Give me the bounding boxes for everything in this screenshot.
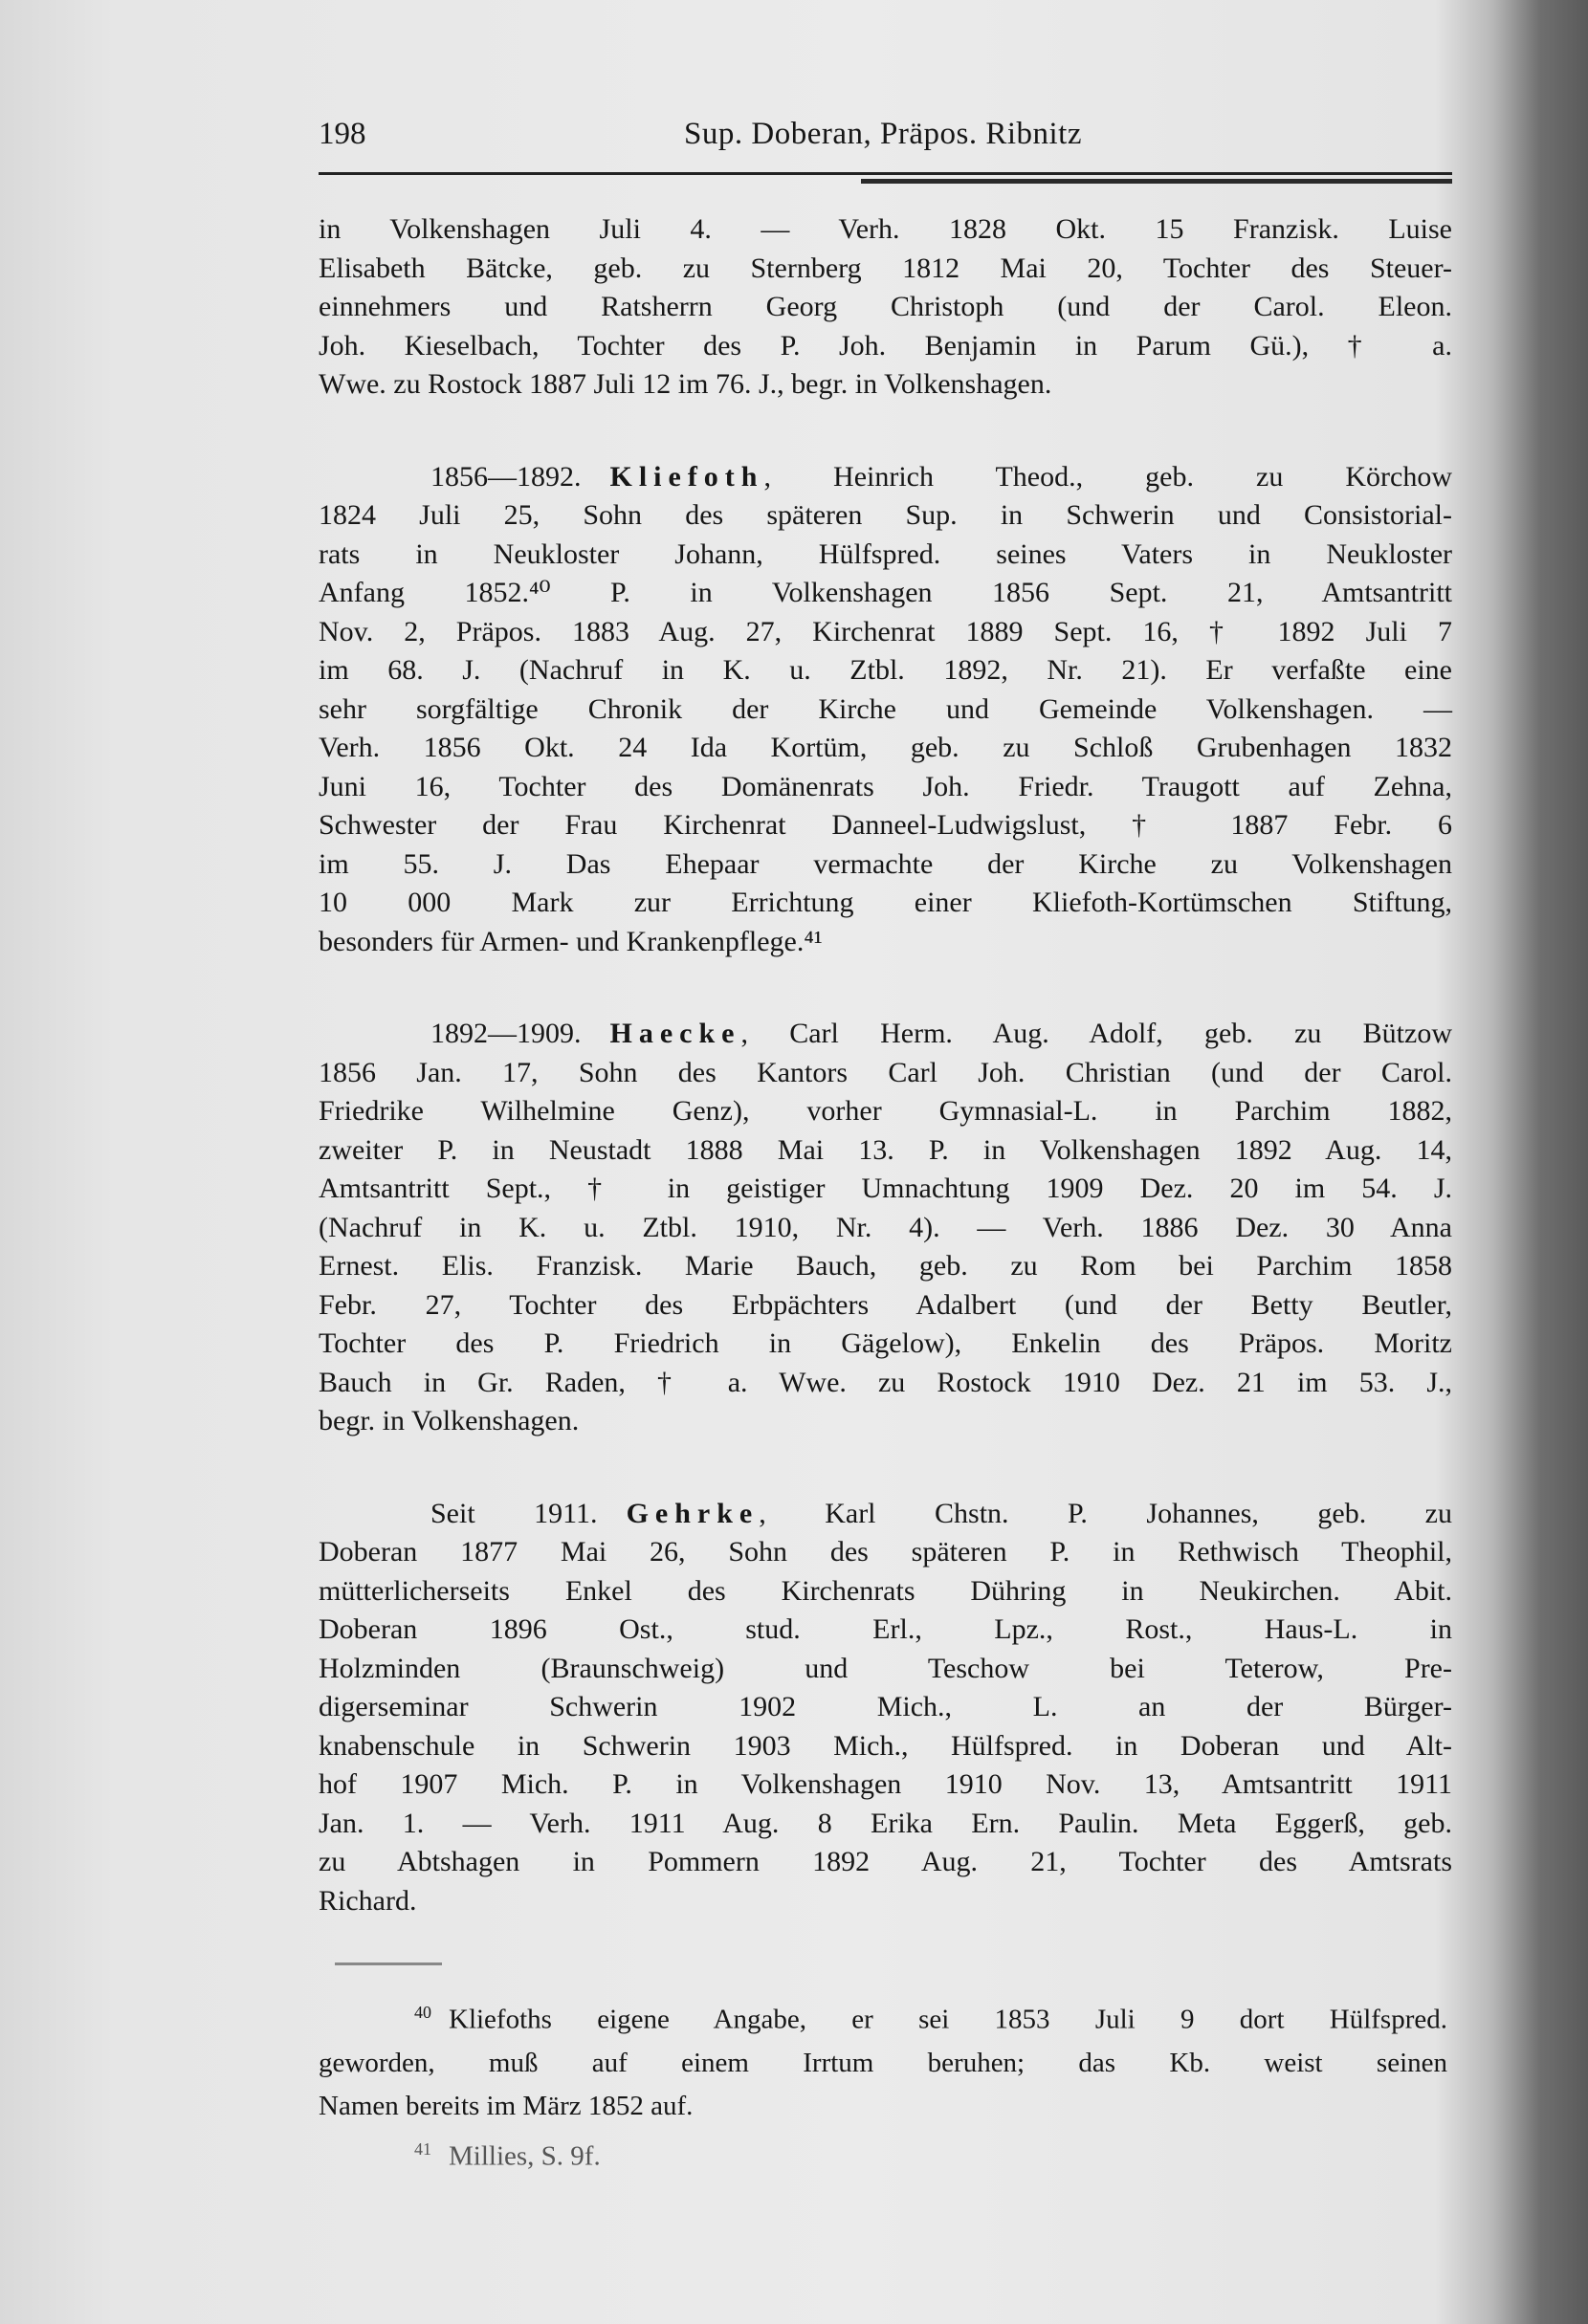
- text-line: besonders für Armen- und Krankenpflege.⁴¹: [319, 925, 823, 957]
- text-line: mütterlicherseits Enkel des Kirchenrats Dühring in Neukirchen. Abit.: [319, 1574, 1452, 1607]
- text-line: einnehmers und Ratsherrn Georg Christoph (und der Carol. Eleon.: [319, 291, 1452, 322]
- pastor-name: Gehrke: [626, 1497, 760, 1529]
- footnote-text: Kliefoths eigene Angabe, er sei 1853 Juli 9 dort Hülfspred.: [449, 2004, 1447, 2035]
- footnote-number: 40: [414, 2003, 431, 2022]
- text-line: knabenschule in Schwerin 1903 Mich., Hülfspred. in Doberan und Alt-: [319, 1729, 1452, 1762]
- entry-text: , Karl Chstn. P. Johannes, geb. zu: [759, 1497, 1453, 1529]
- text-line: Schwester der Frau Kirchenrat Danneel-Ludwigslust, † 1887 Febr. 6: [319, 809, 1452, 841]
- text-line: Wwe. zu Rostock 1887 Juli 12 im 76. J., begr. in Volkenshagen.: [319, 368, 1052, 400]
- entry-text: , Heinrich Theod., geb. zu Körchow: [763, 460, 1452, 493]
- text-line: 10 000 Mark zur Errichtung einer Kliefoth-Kortümschen Stiftung,: [319, 887, 1452, 918]
- footnote-line: [319, 1991, 1447, 2042]
- text-line: [319, 1015, 1452, 1054]
- text-line: Elisabeth Bätcke, geb. zu Sternberg 1812 Mai 20, Tochter des Steuer-: [319, 252, 1452, 284]
- text-line: 1856 Jan. 17, Sohn des Kantors Carl Joh. Christian (und der Carol.: [319, 1056, 1452, 1088]
- text-line: [319, 458, 1452, 497]
- running-title: Sup. Doberan, Präpos. Ribnitz: [684, 117, 1082, 151]
- pastor-name: Kliefoth: [609, 460, 764, 493]
- text-line: Tochter des P. Friedrich in Gägelow), Enkelin des Präpos. Moritz: [319, 1327, 1452, 1359]
- paragraph: [319, 458, 1452, 962]
- footnote-line: Namen bereits im März 1852 auf.: [319, 2090, 694, 2121]
- header-rule-thick: [861, 179, 1452, 184]
- text-line: Richard.: [319, 1884, 417, 1917]
- text-line: Doberan 1896 Ost., stud. Erl., Lpz., Rost., Haus-L. in: [319, 1613, 1452, 1645]
- text-line: 1824 Juli 25, Sohn des späteren Sup. in Schwerin und Consistorial-: [319, 499, 1452, 531]
- header-rule: [319, 172, 1452, 175]
- footnote-text: Millies, S. 9f.: [449, 2140, 601, 2172]
- text-line: rats in Neukloster Johann, Hülfspred. seines Vaters in Neukloster: [319, 537, 1452, 570]
- text-line: Amtsantritt Sept., † in geistiger Umnachtung 1909 Dez. 20 im 54. J.: [319, 1173, 1452, 1204]
- footnote-line: geworden, muß auf einem Irrtum beruhen; das Kb. weist seinen: [319, 2047, 1447, 2078]
- footnote-number: 41: [414, 2138, 431, 2159]
- page-number: 198: [319, 117, 366, 151]
- text-line: (Nachruf in K. u. Ztbl. 1910, Nr. 4). — Verh. 1886 Dez. 30 Anna: [319, 1211, 1452, 1243]
- pastor-name: Haecke: [609, 1018, 741, 1049]
- tenure-years: 1856—1892.: [430, 460, 582, 493]
- text-line: Anfang 1852.⁴⁰ P. in Volkenshagen 1856 Sept. 21, Amtsantritt: [319, 577, 1452, 608]
- text-line: digerseminar Schwerin 1902 Mich., L. an der Bürger-: [319, 1691, 1452, 1722]
- tenure-years: 1892—1909.: [430, 1018, 582, 1049]
- footnote: [319, 2128, 1447, 2179]
- text-line: [319, 1495, 1452, 1534]
- text-line: sehr sorgfältige Chronik der Kirche und Gemeinde Volkenshagen. —: [319, 692, 1452, 725]
- text-line: Jan. 1. — Verh. 1911 Aug. 8 Erika Ern. Paulin. Meta Eggerß, geb.: [319, 1807, 1452, 1839]
- entry-text: , Carl Herm. Aug. Adolf, geb. zu Bützow: [740, 1018, 1452, 1049]
- text-line: begr. in Volkenshagen.: [319, 1405, 580, 1436]
- footnotes: [319, 1991, 1447, 2178]
- footnote-line: [319, 2128, 1447, 2179]
- text-line: Friedrike Wilhelmine Genz), vorher Gymnasial-L. in Parchim 1882,: [319, 1095, 1452, 1127]
- page-header: [319, 117, 1447, 164]
- text-line: Joh. Kieselbach, Tochter des P. Joh. Benjamin in Parum Gü.), † a.: [319, 329, 1452, 362]
- text-line: zu Abtshagen in Pommern 1892 Aug. 21, Tochter des Amtsrats: [319, 1846, 1452, 1877]
- text-line: zweiter P. in Neustadt 1888 Mai 13. P. in Volkenshagen 1892 Aug. 14,: [319, 1133, 1452, 1166]
- text-line: Febr. 27, Tochter des Erbpächters Adalbert (und der Betty Beutler,: [319, 1288, 1452, 1321]
- text-line: im 55. J. Das Ehepaar vermachte der Kirche zu Volkenshagen: [319, 847, 1452, 880]
- paragraph: [319, 210, 1452, 405]
- text-line: Doberan 1877 Mai 26, Sohn des späteren P. in Rethwisch Theophil,: [319, 1536, 1452, 1568]
- text-line: Holzminden (Braunschweig) und Teschow bei Teterow, Pre-: [319, 1652, 1452, 1684]
- footnote-rule: [335, 1962, 442, 1965]
- text-line: Ernest. Elis. Franzisk. Marie Bauch, geb. zu Rom bei Parchim 1858: [319, 1250, 1452, 1282]
- body-text: [319, 210, 1452, 1920]
- text-line: Bauch in Gr. Raden, † a. Wwe. zu Rostock 1910 Dez. 21 im 53. J.,: [319, 1366, 1452, 1398]
- paragraph: [319, 1495, 1452, 1921]
- paragraph: [319, 1015, 1452, 1441]
- text-line: in Volkenshagen Juli 4. — Verh. 1828 Okt. 15 Franzisk. Luise: [319, 213, 1452, 245]
- tenure-years: Seit 1911.: [430, 1497, 598, 1529]
- text-line: im 68. J. (Nachruf in K. u. Ztbl. 1892, Nr. 21). Er verfaßte eine: [319, 654, 1452, 686]
- text-line: Verh. 1856 Okt. 24 Ida Kortüm, geb. zu Schloß Grubenhagen 1832: [319, 732, 1452, 763]
- text-line: hof 1907 Mich. P. in Volkenshagen 1910 Nov. 13, Amtsantritt 1911: [319, 1768, 1452, 1800]
- text-line: Nov. 2, Präpos. 1883 Aug. 27, Kirchenrat 1889 Sept. 16, † 1892 Juli 7: [319, 615, 1452, 647]
- text-line: Juni 16, Tochter des Domänenrats Joh. Friedr. Traugott auf Zehna,: [319, 770, 1452, 802]
- footnote: [319, 1991, 1447, 2128]
